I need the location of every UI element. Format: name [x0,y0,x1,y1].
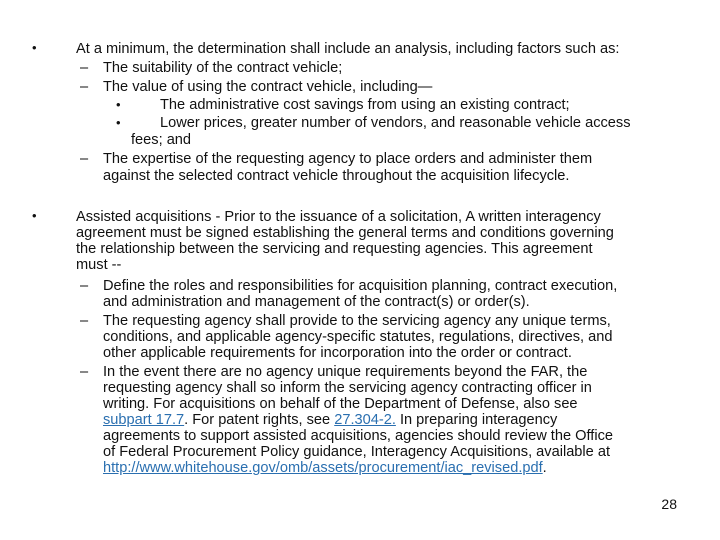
b1-sub-2: The value of using the contract vehicle, including— [103,79,433,95]
b1-sub-3-line1: The expertise of the requesting agency to place orders and administer them [103,151,593,167]
b2-sub-3-line3: writing. For acquisitions on behalf of the Department of Defense, also see [103,396,578,412]
dash-marker: – [80,278,89,294]
dash-marker: – [80,313,89,329]
b2-sub-3-line2: requesting agency shall so inform the servicing agency contracting officer in [103,380,592,396]
b2-line3: the relationship between the servicing and requesting agencies. This agreement [76,241,593,257]
b1-sub-3-line2: against the selected contract vehicle throughout the acquisition lifecycle. [103,168,570,184]
b2-sub-2-line1: The requesting agency shall provide to the servicing agency any unique terms, [103,313,611,329]
dash-marker: – [80,79,89,95]
page-number: 28 [661,496,677,512]
sub-bullet-marker: • [116,115,121,130]
iac-revised-pdf-link[interactable]: http://www.whitehouse.gov/omb/assets/procurement/iac_revised.pdf [103,460,543,476]
b2-sub-3-line7 [103,460,547,476]
b1-sub-2b-line2: fees; and [131,132,192,148]
b2-line4: must -- [76,257,122,273]
subpart-17-7-link[interactable]: subpart 17.7 [103,412,185,428]
dash-marker: – [80,151,89,167]
bullet-marker: • [32,40,37,55]
b1-sub-2b-line1: Lower prices, greater number of vendors, and reasonable vehicle access [160,115,631,131]
b2-sub-3-line1: In the event there are no agency unique requirements beyond the FAR, the [103,364,588,380]
b2-line1: Assisted acquisitions - Prior to the issuance of a solicitation, A written interagency [76,209,601,225]
b2-sub-2-line2: conditions, and applicable agency-specific statutes, regulations, directives, and [103,329,613,345]
b2-sub-1-line1: Define the roles and responsibilities for acquisition planning, contract execution, [103,278,618,294]
dash-marker: – [80,364,89,380]
b1-text: At a minimum, the determination shall include an analysis, including factors such as: [76,41,620,57]
link-separator-text: . For patent rights, see [184,412,335,428]
section-27-304-2-link[interactable]: 27.304-2. [334,412,396,428]
bullet-marker: • [32,208,37,223]
b2-sub-3-line6: of Federal Procurement Policy guidance, Interagency Acquisitions, available at [103,444,611,460]
b2-sub-2-line3: other applicable requirements for incorporation into the order or contract. [103,345,572,361]
dash-marker: – [80,60,89,76]
b1-sub-2a: The administrative cost savings from using an existing contract; [160,97,570,113]
b2-sub-3-line4 [103,412,557,428]
line-tail-text: . [542,460,547,476]
sub-bullet-marker: • [116,97,121,112]
b1-sub-1: The suitability of the contract vehicle; [103,60,343,76]
line-tail-text: In preparing interagency [395,412,558,428]
b2-sub-3-line5: agreements to support assisted acquisitions, agencies should review the Office [103,428,613,444]
b2-line2: agreement must be signed establishing the general terms and conditions governing [76,225,614,241]
b2-sub-1-line2: and administration and management of the contract(s) or order(s). [103,294,530,310]
